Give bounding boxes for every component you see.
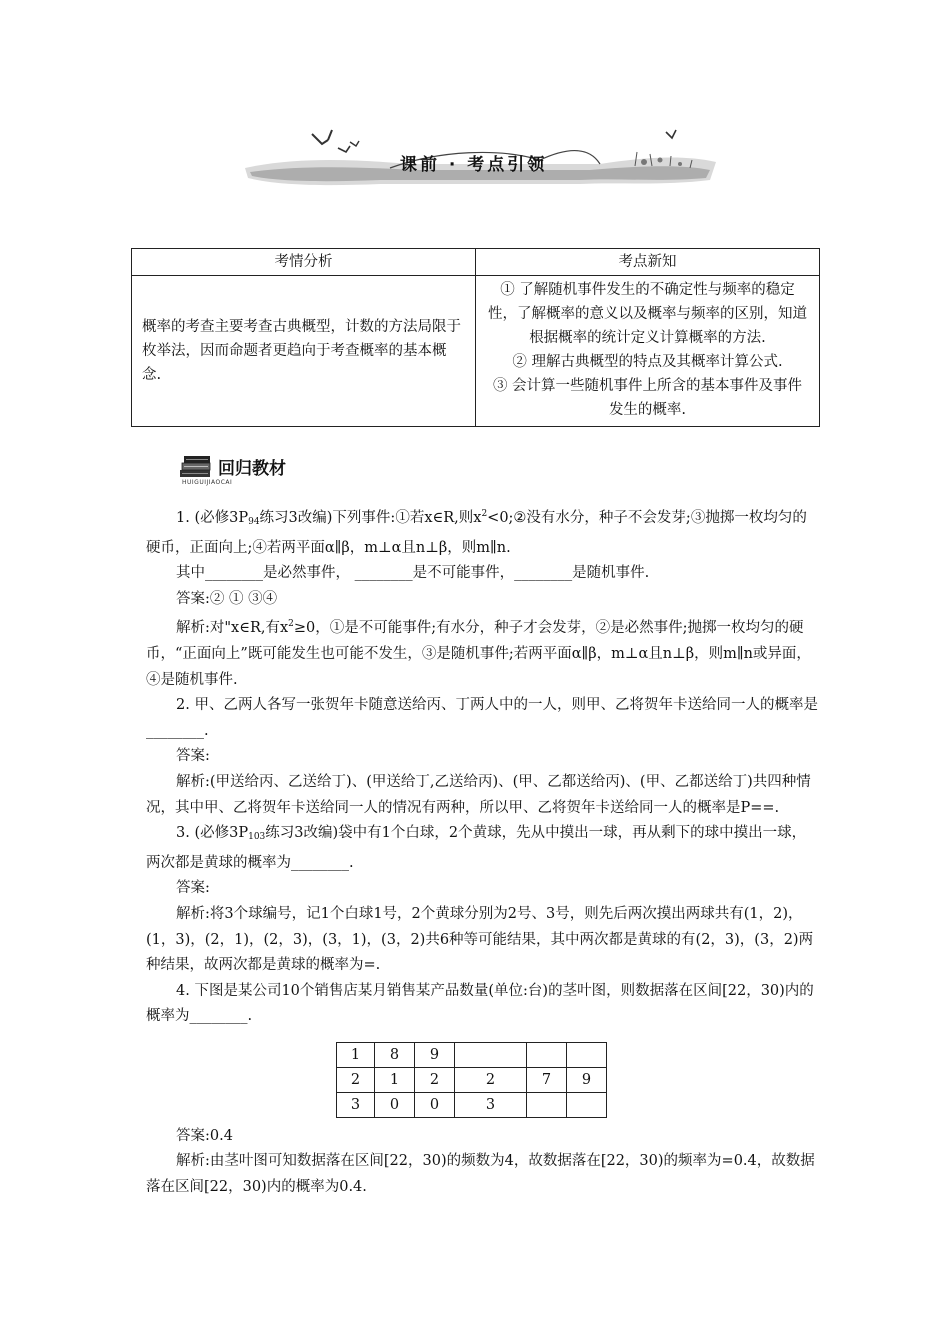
q2-question: 2. 甲、乙两人各写一张贺年卡随意送给丙、丁两人中的一人，则甲、乙将贺年卡送给同一人的概率是________.: [146, 697, 818, 739]
leaf-cell: 3: [455, 1092, 527, 1117]
banner-title: 课前 · 考点引领: [400, 155, 548, 175]
header-analysis: 考情分析: [132, 249, 476, 276]
q4-answer: 答案:0.4: [176, 1127, 233, 1144]
leaf-cell: [567, 1092, 607, 1117]
header-new-knowledge: 考点新知: [476, 249, 820, 276]
q3-answer: 答案:: [176, 880, 210, 897]
books-icon: [178, 454, 214, 480]
leaf-cell: [527, 1042, 567, 1067]
q3-question: 3. (必修3P103练习3改编)袋中有1个白球，2个黄球，先从中摸出一球，再从剩下的球中摸出一球，两次都是黄球的概率为________.: [146, 825, 807, 871]
knowledge-point-1: ① 了解随机事件发生的不确定性与频率的稳定性，了解概率的意义以及概率与频率的区别，知道根据概率的统计定义计算概率的方法.: [488, 282, 807, 346]
leaf-cell: 0: [375, 1092, 415, 1117]
leaf-cell: 7: [527, 1067, 567, 1092]
leaf-cell: 1: [375, 1067, 415, 1092]
q2-explanation: 解析:(甲送给丙、乙送给丁)、(甲送给丁,乙送给丙)、(甲、乙都送给丙)、(甲、乙都送给丁)共四种情况，其中甲、乙将贺年卡送给同一人的情况有两种，所以甲、乙将贺年卡送给同一人的概率是P==.: [146, 773, 811, 816]
leaf-cell: [455, 1042, 527, 1067]
knowledge-point-2: ② 理解古典概型的特点及其概率计算公式.: [512, 354, 783, 370]
header-banner: [240, 120, 720, 200]
knowledge-points: [476, 276, 820, 427]
stem-leaf-table: [336, 1042, 607, 1118]
leaf-cell: 2: [415, 1067, 455, 1092]
q1-answer: 答案:② ① ③④: [176, 590, 278, 607]
q2-answer: 答案:: [176, 748, 210, 765]
knowledge-point-3: ③ 会计算一些随机事件上所含的基本事件及事件发生的概率.: [492, 378, 803, 418]
stem-row: [337, 1092, 607, 1117]
stem-row: [337, 1042, 607, 1067]
stem-cell: 2: [337, 1067, 375, 1092]
q1-blanks: 其中________是必然事件， ________是不可能事件，________是随机事件.: [176, 565, 650, 582]
analysis-text: 概率的考查主要考查古典概型，计数的方法局限于枚举法，因而命题者更趋向于考查概率的基本概念.: [132, 276, 476, 427]
q4-explanation: 解析:由茎叶图可知数据落在区间[22，30)的频数为4，故数据落在[22，30)的频率为=0.4，故数据落在区间[22，30)内的概率为0.4.: [146, 1153, 815, 1196]
stem-row: [337, 1067, 607, 1092]
q4-question: 4. 下图是某公司10个销售店某月销售某产品数量(单位:台)的茎叶图，则数据落在区间[22，30)内的概率为________.: [146, 982, 814, 1025]
leaf-cell: 0: [415, 1092, 455, 1117]
leaf-cell: 2: [455, 1067, 527, 1092]
section-heading: [178, 452, 318, 484]
exercise-content: [146, 502, 818, 1201]
leaf-cell: [527, 1092, 567, 1117]
section-label: 回归教材: [218, 459, 286, 479]
leaf-cell: 8: [375, 1042, 415, 1067]
analysis-table: [131, 248, 820, 427]
q3-explanation: 解析:将3个球编号，记1个白球1号，2个黄球分别为2号、3号，则先后两次摸出两球共有(1，2)，(1，3)，(2，1)，(2，3)，(3，1)，(3，2)共6种等可能结果，其中两次都是黄球的有(2，3)，(3，2)两种结果，故两次都是黄球的概率为=.: [146, 905, 814, 974]
q1-explanation: 解析:对"x∈R,有$x^2\ge 0$，①是不可能事件;有水分，种子才会发芽，②是必然事件;抛掷一枚均匀的硬币，“正面向上”既可能发生也可能不发生，③是随机事件;若两平面α∥β，m⊥α且n⊥β，则m∥n或异面，④是随机事件.: [146, 619, 811, 688]
stem-cell: 1: [337, 1042, 375, 1067]
section-sub-label: HUIGUIJIAOCAI: [182, 479, 233, 486]
stem-cell: 3: [337, 1092, 375, 1117]
q1-question: 1. (必修3P94练习3改编)下列事件:①若x∈R,则$x^2<0;②$没有水分，种子不会发芽;③抛掷一枚均匀的硬币，正面向上;④若两平面α∥β，m⊥α且n⊥β，则m∥n.: [146, 509, 807, 556]
leaf-cell: 9: [567, 1067, 607, 1092]
leaf-cell: 9: [415, 1042, 455, 1067]
leaf-cell: [567, 1042, 607, 1067]
